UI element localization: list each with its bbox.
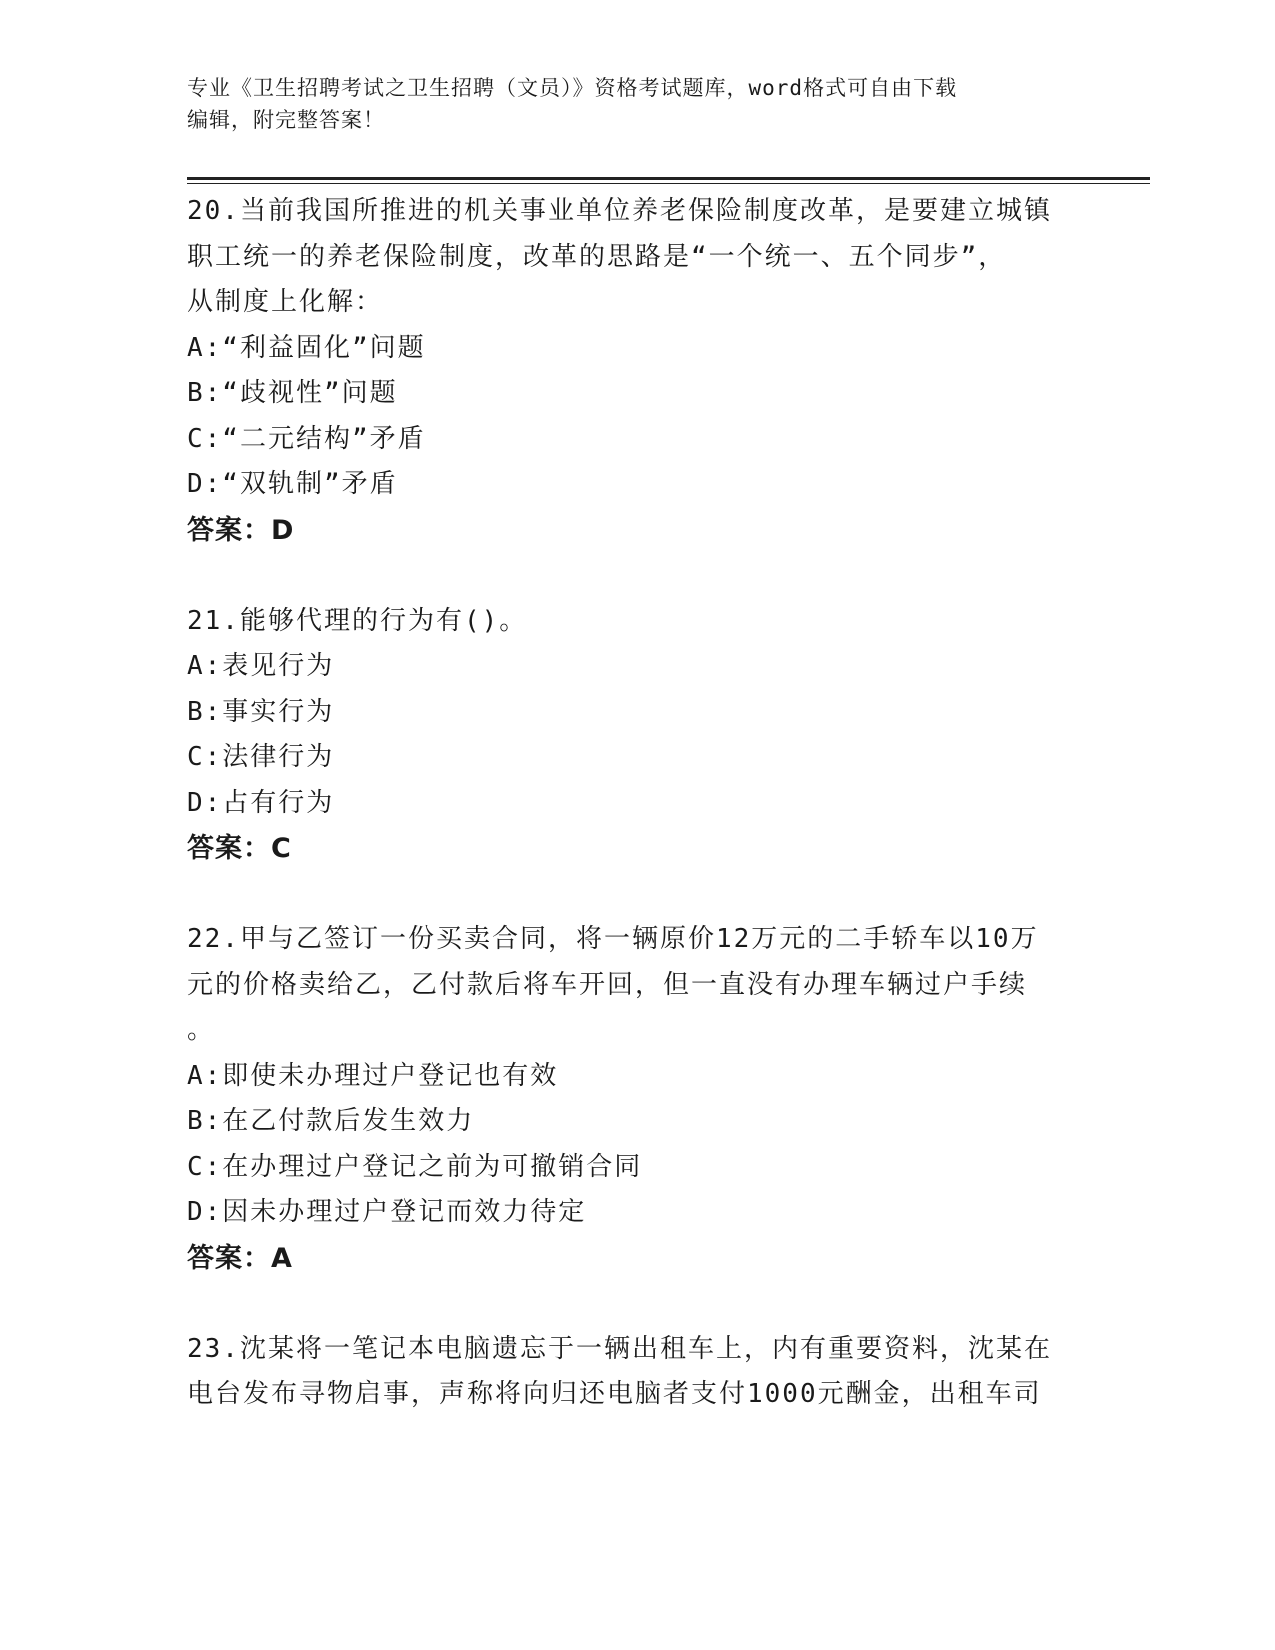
option-b: B:“歧视性”问题 [187, 378, 398, 408]
spacer [187, 553, 1087, 599]
option-a: A:“利益固化”问题 [187, 332, 426, 363]
document-header [187, 72, 1067, 136]
option-d: D:占有行为 [187, 787, 335, 818]
question-text-line: 职工统一的养老保险制度，改革的思路是“一个统一、五个同步”， [187, 241, 1007, 272]
answer-line: 答案：A [187, 1242, 293, 1274]
question-text-line: 。 [187, 1015, 216, 1045]
option-c: C:“二元结构”矛盾 [187, 423, 426, 454]
option-b: B:在乙付款后发生效力 [187, 1106, 475, 1136]
question-22 [187, 917, 1087, 1281]
question-text-line: 21.能够代理的行为有()。 [187, 605, 528, 636]
question-text-line: 从制度上化解： [187, 287, 384, 317]
answer-line: 答案：C [187, 833, 292, 864]
header-divider-thin [187, 183, 1150, 184]
question-20 [187, 189, 1087, 553]
question-text-line: 22.甲与乙签订一份买卖合同，将一辆原价12万元的二手轿车以10万 [187, 924, 1039, 954]
question-23 [187, 1327, 1087, 1418]
spacer [187, 872, 1087, 918]
option-b: B:事实行为 [187, 696, 335, 727]
question-text-line: 元的价格卖给乙，乙付款后将车开回，但一直没有办理车辆过户手续 [187, 969, 1028, 1000]
question-text-line: 电台发布寻物启事，声称将向归还电脑者支付1000元酬金，出租车司 [187, 1379, 1042, 1409]
question-list [187, 189, 1087, 1418]
question-text-line: 23.沈某将一笔记本电脑遗忘于一辆出租车上，内有重要资料，沈某在 [187, 1333, 1052, 1364]
option-a: A:即使未办理过户登记也有效 [187, 1060, 559, 1091]
option-c: C:法律行为 [187, 742, 335, 772]
option-d: D:“双轨制”矛盾 [187, 469, 398, 499]
answer-line: 答案：D [187, 514, 295, 546]
option-d: D:因未办理过户登记而效力待定 [187, 1197, 587, 1227]
header-divider-thick [187, 177, 1150, 180]
option-a: A:表见行为 [187, 651, 335, 681]
option-c: C:在办理过户登记之前为可撤销合同 [187, 1151, 643, 1182]
spacer [187, 1281, 1087, 1327]
question-21 [187, 599, 1087, 872]
question-text-line: 20.当前我国所推进的机关事业单位养老保险制度改革，是要建立城镇 [187, 196, 1052, 226]
header-line-1: 专业《卫生招聘考试之卫生招聘（文员）》资格考试题库，word格式可自由下载 [187, 76, 958, 100]
header-line-2: 编辑，附完整答案！ [187, 108, 385, 132]
